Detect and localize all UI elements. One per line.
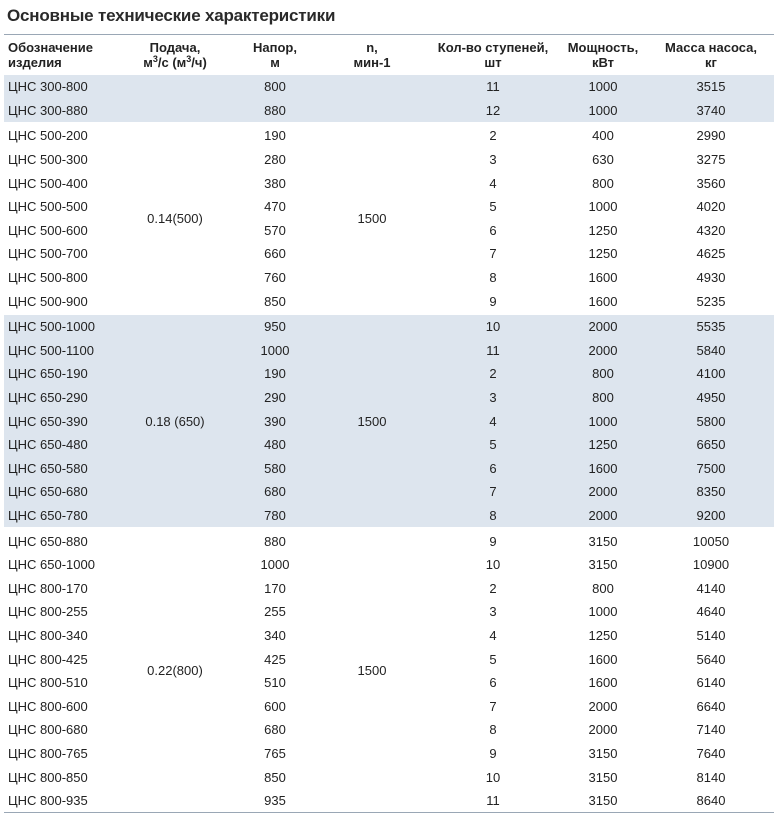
cell-head: 600: [264, 698, 286, 714]
cell-head: 935: [264, 793, 286, 809]
cell-power: 800: [592, 175, 614, 191]
cell-power: 1600: [558, 457, 648, 481]
cell-mass: 5140: [696, 627, 726, 643]
cell-mass: 4640: [696, 604, 726, 620]
cell-power: 3150: [558, 528, 648, 553]
cell-power: 400: [558, 123, 648, 148]
cell-stages: 4: [428, 409, 558, 433]
cell-head: 380: [264, 175, 286, 191]
header-head: [234, 35, 316, 76]
cell-mass: 4625: [696, 246, 726, 262]
cell-mass: 7500: [648, 457, 774, 481]
cell-head: 680: [234, 480, 316, 504]
cell-power: 1000: [558, 99, 648, 124]
cell-designation: ЦНС 650-390: [4, 409, 116, 433]
cell-power: 3150: [588, 557, 618, 573]
cell-stages: 6: [489, 675, 497, 691]
cell-designation: ЦНС 800-425: [8, 651, 88, 667]
cell-power: 1600: [588, 651, 618, 667]
header-feed-unit: $м^3/с$ $(м^3/ч)$: [143, 54, 207, 70]
cell-power: 2000: [558, 314, 648, 339]
cell-mass: 6640: [696, 698, 726, 714]
cell-feed: [116, 75, 234, 123]
cell-power: 1250: [558, 433, 648, 457]
cell-head: 680: [264, 722, 286, 738]
cell-designation: ЦНС 650-290: [4, 386, 116, 410]
cell-designation: ЦНС 650-880: [4, 528, 116, 553]
cell-power: 1000: [588, 604, 618, 620]
cell-mass: 6140: [696, 675, 726, 691]
cell-stages: 9: [428, 528, 558, 553]
cell-head: 660: [264, 246, 286, 262]
cell-mass: 9200: [648, 504, 774, 529]
cell-designation: ЦНС 800-850: [8, 769, 88, 785]
cell-head: 190: [234, 362, 316, 386]
cell-stages: 8: [489, 270, 497, 286]
cell-power: 1250: [588, 627, 618, 643]
cell-power: 630: [592, 152, 614, 168]
cell-head: 255: [264, 604, 286, 620]
cell-designation: ЦНС 800-765: [8, 745, 88, 761]
cell-power: 2000: [558, 339, 648, 363]
cell-designation: ЦНС 650-780: [4, 504, 116, 529]
cell-head: 280: [264, 152, 286, 168]
cell-stages: 8: [489, 722, 497, 738]
cell-stages: 10: [485, 769, 501, 785]
cell-head: 170: [264, 580, 286, 596]
cell-power: 800: [558, 386, 648, 410]
cell-speed: 1500: [316, 314, 428, 528]
cell-designation: ЦНС 500-200: [4, 123, 116, 148]
cell-mass: 8640: [696, 793, 726, 809]
cell-designation: ЦНС 800-935: [8, 793, 88, 809]
cell-head: 340: [264, 627, 286, 643]
cell-stages: 2: [428, 123, 558, 148]
cell-stages: 10: [428, 314, 558, 339]
cell-mass: 5235: [696, 293, 726, 309]
cell-power: 1600: [588, 675, 618, 691]
cell-mass: 2990: [648, 123, 774, 148]
cell-head: 510: [264, 675, 286, 691]
cell-mass: 5840: [648, 339, 774, 363]
header-mass-line2: кг: [705, 55, 717, 70]
cell-stages: 12: [428, 99, 558, 124]
cell-power: 2000: [588, 698, 618, 714]
table-row: [4, 75, 774, 99]
cell-feed: 0.14(500): [116, 123, 234, 314]
cell-mass: 5640: [696, 651, 726, 667]
cell-head: 760: [264, 270, 286, 286]
cell-designation: ЦНС 650-680: [4, 480, 116, 504]
cell-power: 1600: [588, 293, 618, 309]
cell-stages: 5: [428, 433, 558, 457]
cell-power: 1250: [588, 222, 618, 238]
cell-power: 1250: [588, 246, 618, 262]
header-stages: [428, 35, 558, 76]
cell-stages: 4: [489, 175, 497, 191]
cell-mass: 4930: [696, 270, 726, 286]
cell-head: 390: [234, 409, 316, 433]
cell-power: 3150: [588, 769, 618, 785]
header-designation: [4, 35, 116, 76]
header-head-line2: м: [270, 55, 280, 70]
cell-designation: ЦНС 800-255: [8, 604, 88, 620]
cell-mass: 4100: [648, 362, 774, 386]
cell-stages: 5: [489, 651, 497, 667]
cell-designation: ЦНС 500-900: [8, 293, 88, 309]
cell-stages: 7: [428, 480, 558, 504]
cell-head: 190: [234, 123, 316, 148]
header-mass-line1: Масса насоса,: [665, 40, 757, 55]
cell-designation: ЦНС 500-600: [8, 222, 88, 238]
cell-designation: ЦНС 800-680: [8, 722, 88, 738]
header-row: [4, 35, 774, 76]
cell-mass: 10050: [648, 528, 774, 553]
cell-mass: 5535: [648, 314, 774, 339]
cell-head: 850: [264, 769, 286, 785]
cell-stages: 11: [428, 75, 558, 99]
cell-head: 570: [264, 222, 286, 238]
cell-head: 950: [234, 314, 316, 339]
cell-mass: 5800: [648, 409, 774, 433]
cell-power: 1000: [558, 409, 648, 433]
header-stages-line1: Кол-во ступеней,: [437, 40, 549, 55]
specs-table: [4, 34, 774, 813]
cell-head: 1000: [234, 339, 316, 363]
header-power: [558, 35, 648, 76]
cell-designation: ЦНС 500-1000: [4, 314, 116, 339]
cell-head: 470: [264, 199, 286, 215]
header-speed: [316, 35, 428, 76]
cell-mass: 3515: [648, 75, 774, 99]
header-designation-line1: Обозначение: [8, 40, 93, 55]
page-title: Основные технические характеристики: [7, 6, 336, 25]
cell-stages: 3: [428, 386, 558, 410]
cell-stages: 2: [489, 580, 497, 596]
cell-stages: 4: [489, 627, 497, 643]
cell-designation: ЦНС 650-190: [4, 362, 116, 386]
cell-designation: ЦНС 650-480: [4, 433, 116, 457]
cell-head: 880: [234, 99, 316, 124]
header-stages-line2: шт: [484, 55, 502, 70]
cell-stages: 8: [428, 504, 558, 529]
cell-power: 1600: [588, 270, 618, 286]
cell-stages: 11: [486, 793, 500, 809]
cell-mass: 3275: [696, 152, 726, 168]
cell-stages: 10: [485, 557, 501, 573]
cell-designation: ЦНС 800-600: [8, 698, 88, 714]
cell-designation: ЦНС 500-1100: [4, 339, 116, 363]
cell-mass: 7140: [696, 722, 726, 738]
cell-designation: ЦНС 500-500: [8, 199, 88, 215]
cell-stages: 11: [428, 339, 558, 363]
cell-stages: 9: [489, 745, 497, 761]
cell-power: 800: [558, 362, 648, 386]
cell-designation: ЦНС 800-340: [8, 627, 88, 643]
cell-speed: 1500: [316, 528, 428, 813]
header-mass: [648, 35, 774, 76]
cell-head: 480: [234, 433, 316, 457]
cell-power: 1000: [558, 75, 648, 99]
cell-designation: ЦНС 500-300: [8, 152, 88, 168]
cell-power: 2000: [558, 480, 648, 504]
cell-power: 1000: [588, 199, 618, 215]
header-designation-line2: изделия: [8, 55, 62, 70]
cell-stages: 3: [489, 152, 497, 168]
cell-stages: 5: [489, 199, 497, 215]
header-feed: [116, 35, 234, 76]
cell-power: 800: [592, 580, 614, 596]
cell-feed: 0.18 (650): [116, 314, 234, 528]
header-speed-line2: мин-1: [353, 55, 391, 70]
cell-power: 3150: [588, 793, 618, 809]
cell-head: 880: [234, 528, 316, 553]
cell-power: 2000: [558, 504, 648, 529]
cell-mass: 4320: [696, 222, 726, 238]
cell-mass: 3740: [648, 99, 774, 124]
cell-feed: 0.22(800): [116, 528, 234, 813]
cell-head: 1000: [260, 557, 290, 573]
table-row: [4, 123, 774, 148]
cell-designation: ЦНС 500-400: [8, 175, 88, 191]
cell-stages: 3: [489, 604, 497, 620]
cell-head: 800: [234, 75, 316, 99]
cell-designation: ЦНС 800-510: [8, 675, 88, 691]
header-head-line1: Напор,: [253, 40, 297, 55]
table-body: [4, 75, 774, 813]
cell-stages: 7: [489, 698, 497, 714]
table-row: [4, 528, 774, 553]
cell-designation: ЦНС 500-800: [8, 270, 88, 286]
cell-mass: 8350: [648, 480, 774, 504]
cell-stages: 2: [428, 362, 558, 386]
cell-designation: ЦНС 800-170: [8, 580, 88, 596]
table-header: [4, 35, 774, 76]
header-speed-line1: n,: [366, 40, 378, 55]
cell-power: 3150: [588, 745, 618, 761]
cell-designation: ЦНС 300-880: [4, 99, 116, 124]
cell-designation: ЦНС 300-800: [4, 75, 116, 99]
table-row: [4, 314, 774, 339]
cell-mass: 7640: [696, 745, 726, 761]
cell-mass: 10900: [692, 557, 730, 573]
cell-head: 425: [264, 651, 286, 667]
cell-mass: 4950: [648, 386, 774, 410]
cell-stages: 7: [489, 246, 497, 262]
cell-mass: 8140: [696, 769, 726, 785]
cell-designation: ЦНС 650-1000: [8, 557, 95, 573]
cell-speed: [316, 75, 428, 123]
cell-stages: 9: [489, 293, 497, 309]
header-power-line2: кВт: [591, 55, 615, 70]
cell-head: 780: [234, 504, 316, 529]
cell-speed: 1500: [316, 123, 428, 314]
cell-power: 2000: [588, 722, 618, 738]
cell-head: 850: [264, 293, 286, 309]
cell-designation: ЦНС 650-580: [4, 457, 116, 481]
header-power-line1: Мощность,: [567, 40, 639, 55]
cell-mass: 4020: [696, 199, 726, 215]
cell-designation: ЦНС 500-700: [8, 246, 88, 262]
header-feed-line1: Подача,: [149, 40, 201, 55]
cell-mass: 6650: [648, 433, 774, 457]
cell-head: 290: [234, 386, 316, 410]
cell-stages: 6: [428, 457, 558, 481]
cell-mass: 4140: [696, 580, 726, 596]
cell-stages: 6: [489, 222, 497, 238]
cell-head: 580: [234, 457, 316, 481]
cell-head: 765: [264, 745, 286, 761]
cell-mass: 3560: [696, 175, 726, 191]
